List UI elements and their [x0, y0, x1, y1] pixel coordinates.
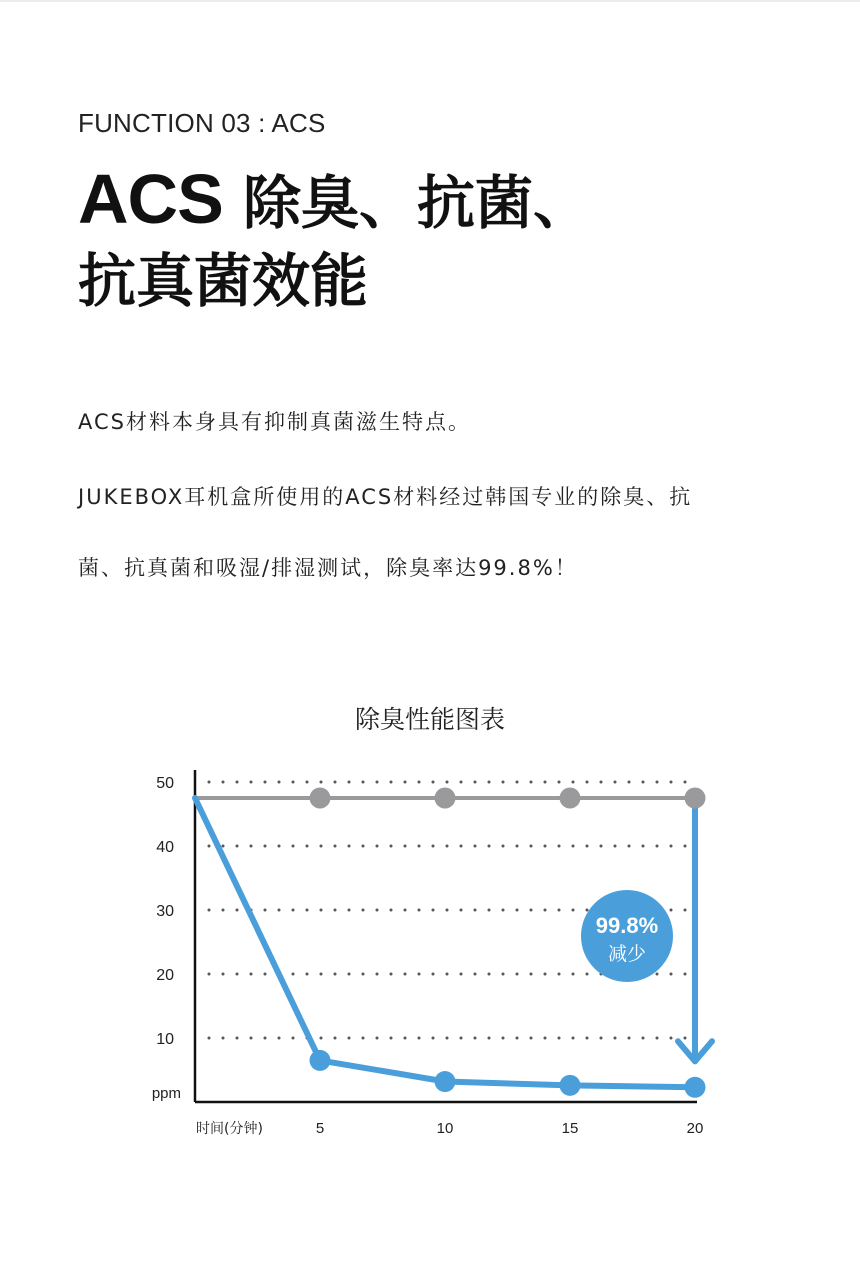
reduction-badge-value: 99.8% — [595, 913, 659, 938]
data-point-s0-x20 — [685, 788, 706, 809]
title-acs: ACS — [78, 160, 223, 238]
y-tick-label-50: 50 — [156, 775, 174, 792]
x-tick-label-20: 20 — [686, 1120, 704, 1137]
data-point-s0-x15 — [560, 788, 581, 809]
data-point-s0-x5 — [310, 788, 331, 809]
x-tick-label-5: 5 — [315, 1120, 325, 1137]
y-tick-label-30: 30 — [156, 903, 174, 920]
y-tick-label-40: 40 — [156, 839, 174, 856]
y-tick-label-20: 20 — [156, 967, 174, 984]
data-point-s1-x5 — [310, 1050, 331, 1071]
x-tick-label-15: 15 — [561, 1120, 579, 1137]
chart-title: 除臭性能图表 — [354, 705, 505, 734]
x-axis-label: 时间(分钟) — [196, 1121, 263, 1137]
y-tick-label-10: 10 — [156, 1031, 174, 1048]
data-point-s1-x20 — [685, 1077, 706, 1098]
reduction-badge-label: 减少 — [607, 943, 647, 965]
title-line-1-rest: 除臭、抗菌、 — [222, 169, 591, 237]
y-axis-label: ppm — [151, 1085, 181, 1102]
x-tick-label-10: 10 — [436, 1120, 454, 1137]
section-eyebrow: FUNCTION 03 : ACS — [78, 108, 326, 138]
description-paragraph-1: ACS材料本身具有抑制真菌滋生特点。 — [78, 410, 471, 434]
data-point-s1-x10 — [435, 1071, 456, 1092]
description-paragraph-2-line-1: JUKEBOX耳机盒所使用的ACS材料经过韩国专业的除臭、抗 — [78, 485, 693, 509]
description-paragraph-2-line-2: 菌、抗真菌和吸湿/排湿测试，除臭率达99.8%！ — [78, 556, 578, 580]
data-point-s0-x10 — [435, 788, 456, 809]
data-point-s1-x15 — [560, 1075, 581, 1096]
title-line-2: 抗真菌效能 — [78, 247, 369, 315]
